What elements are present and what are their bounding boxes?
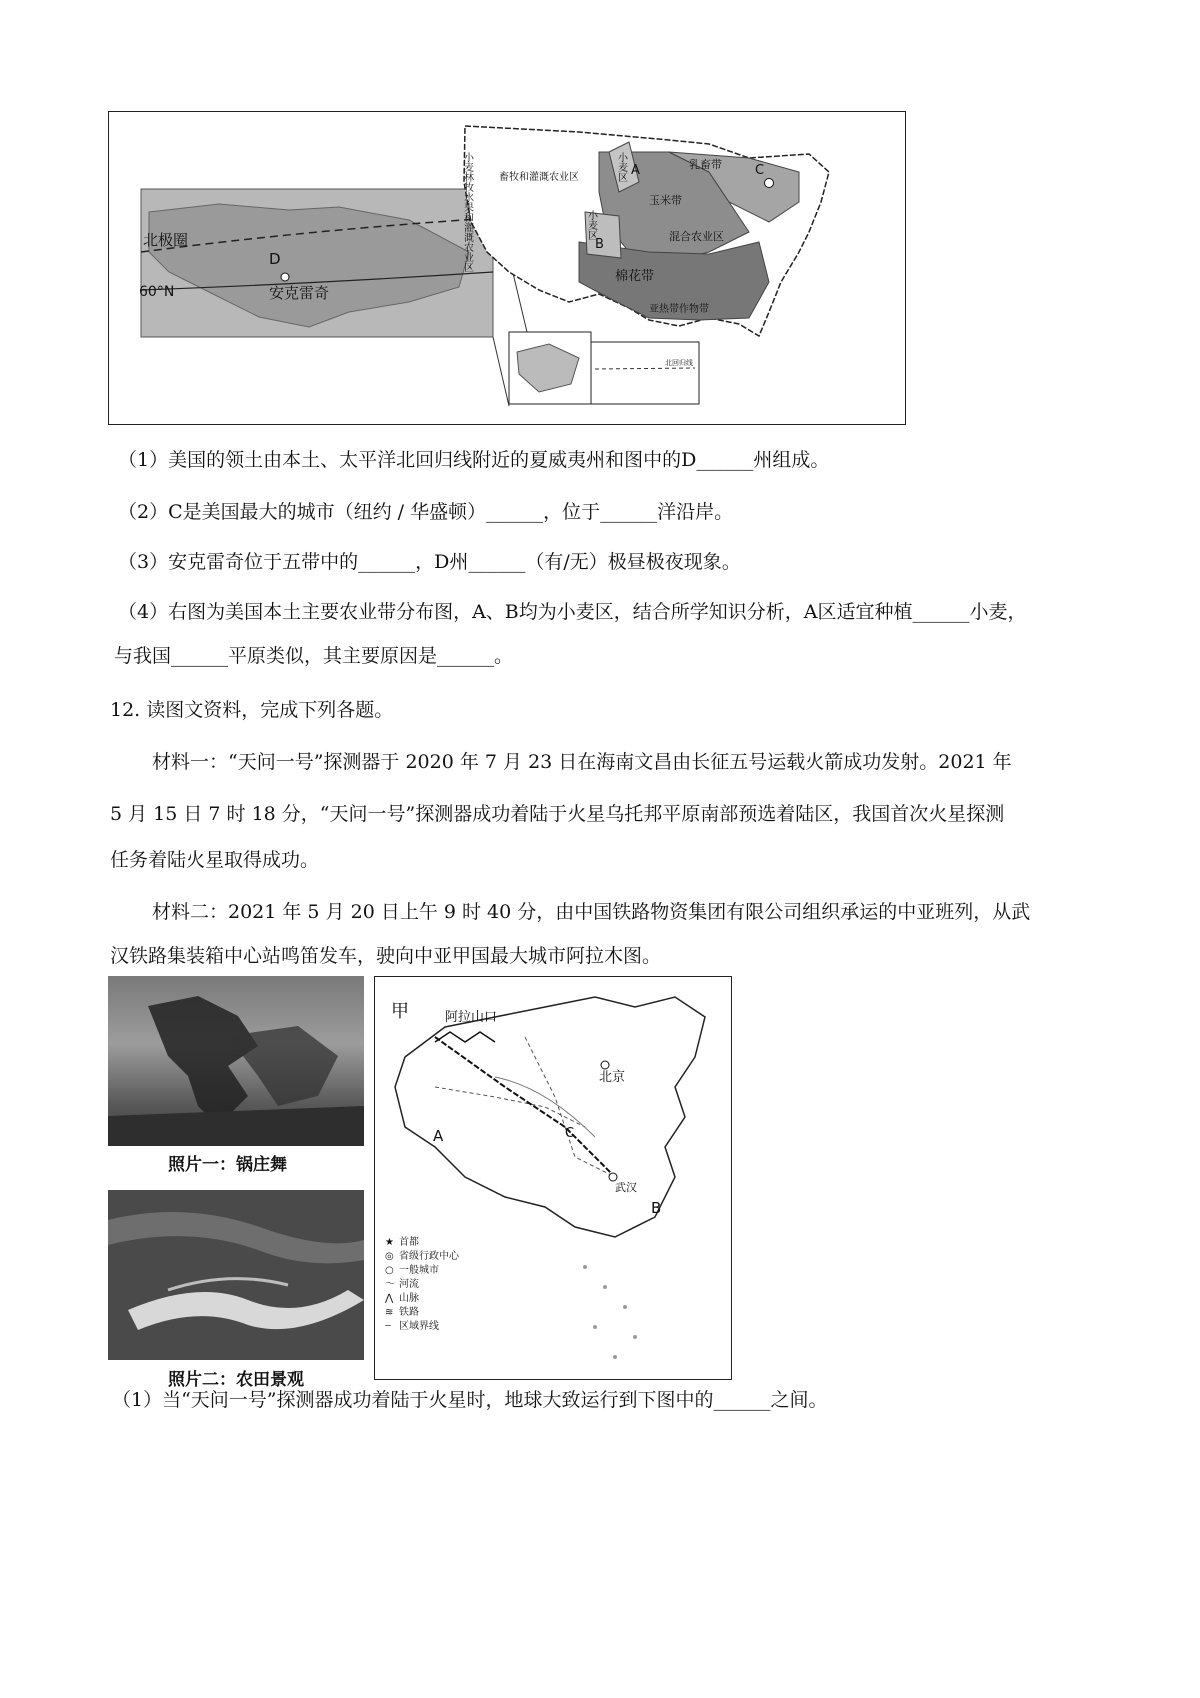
beijing-label: 北京: [599, 1070, 626, 1085]
legend-mountain: 山脉: [399, 1293, 419, 1304]
q11-4: （4）右图为美国本土主要农业带分布图，A、B均为小麦区，结合所学知识分析，A区适宜种植______小麦，: [118, 601, 1027, 623]
corn-label: 玉米带: [649, 194, 682, 207]
dairy-label: 乳畜带: [689, 158, 722, 171]
legend-boundary: 区域界线: [399, 1321, 439, 1332]
q11-3: （3）安克雷奇位于五带中的______，D州______（有/无）极昼极夜现象。: [118, 551, 741, 573]
wuhan-label: 武汉: [615, 1181, 637, 1194]
svg-text:⋀: ⋀: [385, 1293, 394, 1304]
q11-2: （2）C是美国最大的城市（纽约 / 华盛顿）______，位于______洋沿岸。: [118, 501, 734, 523]
svg-text:≋: ≋: [385, 1307, 394, 1318]
tropic-label: 北回归线: [665, 359, 693, 367]
jia-label: 甲: [391, 1001, 409, 1022]
q12-material1-line1: 材料一：“天问一号”探测器于 2020 年 7 月 23 日在海南文昌由长征五号运载火箭成功发射。2021 年: [152, 751, 1012, 773]
svg-text:★: ★: [385, 1237, 394, 1248]
label-c: C: [755, 163, 765, 178]
figure-usa-agriculture: [108, 111, 906, 425]
svg-text:〜: 〜: [385, 1279, 395, 1290]
photo-farmland: [108, 1190, 364, 1360]
q12-material1-line2: 5 月 15 日 7 时 18 分，“天问一号”探测器成功着陆于火星乌托邦平原南部预选着陆区，我国首次火星探测: [110, 803, 1005, 825]
ranch-label: 畜牧和灌溉农业区: [499, 172, 579, 183]
city-c-dot: [765, 179, 774, 188]
label-b-china: B: [651, 1199, 662, 1217]
q11-1: （1）美国的领土由本土、太平洋北回归线附近的夏威夷州和图中的D______州组成。: [118, 449, 830, 471]
arctic-circle-label: 北极圈: [143, 231, 189, 249]
photo-guozhuang-dance: [108, 976, 364, 1146]
legend-provincial: 省级行政中心: [399, 1251, 459, 1262]
south-sea-islands: [583, 1265, 637, 1359]
q12-sub1: （1）当“天问一号”探测器成功着陆于火星时，地球大致运行到下图中的______之间。: [112, 1389, 828, 1411]
legend-capital: 首都: [399, 1237, 419, 1248]
subtropical-label: 亚热带作物带: [649, 304, 709, 315]
q12-material2-line1: 材料二：2021 年 5 月 20 日上午 9 时 40 分，由中国铁路物资集团有限公司组织承运的中亚班列，从武: [152, 901, 1031, 923]
svg-text:┄: ┄: [385, 1321, 392, 1332]
map-legend: [384, 1235, 460, 1332]
usa-map-svg: [109, 112, 905, 424]
label-d: D: [269, 250, 281, 268]
wuhan-dot: [609, 1173, 617, 1181]
legend-railway: 铁路: [399, 1307, 419, 1318]
label-a-china: A: [433, 1127, 444, 1145]
alashankou-label: 阿拉山口: [445, 1010, 498, 1025]
label-c-china: C: [565, 1126, 575, 1141]
connector-bottom: [493, 337, 509, 406]
west-coast-label: 小麦林牧水果和灌溉农业区: [461, 152, 473, 272]
q12-material2-line2: 汉铁路集装箱中心站鸣笛发车，驶向中亚甲国最大城市阿拉木图。: [110, 945, 662, 967]
hawaii-small-inset: [591, 342, 699, 404]
beijing-dot: [601, 1061, 609, 1069]
label-b: B: [595, 237, 604, 252]
q12-material1-line3: 任务着陆火星取得成功。: [110, 849, 320, 871]
legend-city: 一般城市: [399, 1265, 439, 1276]
svg-text:◎: ◎: [385, 1251, 394, 1262]
china-railway-map: [374, 976, 732, 1380]
mixed-label: 混合农业区: [669, 230, 724, 243]
anchorage-dot: [281, 273, 289, 281]
china-map-svg: [375, 977, 731, 1379]
anchorage-label: 安克雷奇: [269, 284, 330, 302]
cotton-label: 棉花带: [615, 269, 655, 284]
q12-title: 12. 读图文资料，完成下列各题。: [110, 699, 394, 721]
lat60-label: 60°N: [139, 284, 175, 300]
photo1-caption: 照片一：锅庄舞: [168, 1155, 287, 1175]
wheat-b-label: 小麦区: [585, 210, 597, 240]
q11-4b: 与我国______平原类似，其主要原因是______。: [114, 645, 514, 667]
svg-text:○: ○: [385, 1265, 394, 1276]
label-a: A: [631, 163, 640, 178]
photo2-caption: 照片二：农田景观: [168, 1370, 304, 1390]
legend-river: 河流: [399, 1279, 419, 1290]
wheat-a-label: 小麦区: [615, 152, 627, 182]
